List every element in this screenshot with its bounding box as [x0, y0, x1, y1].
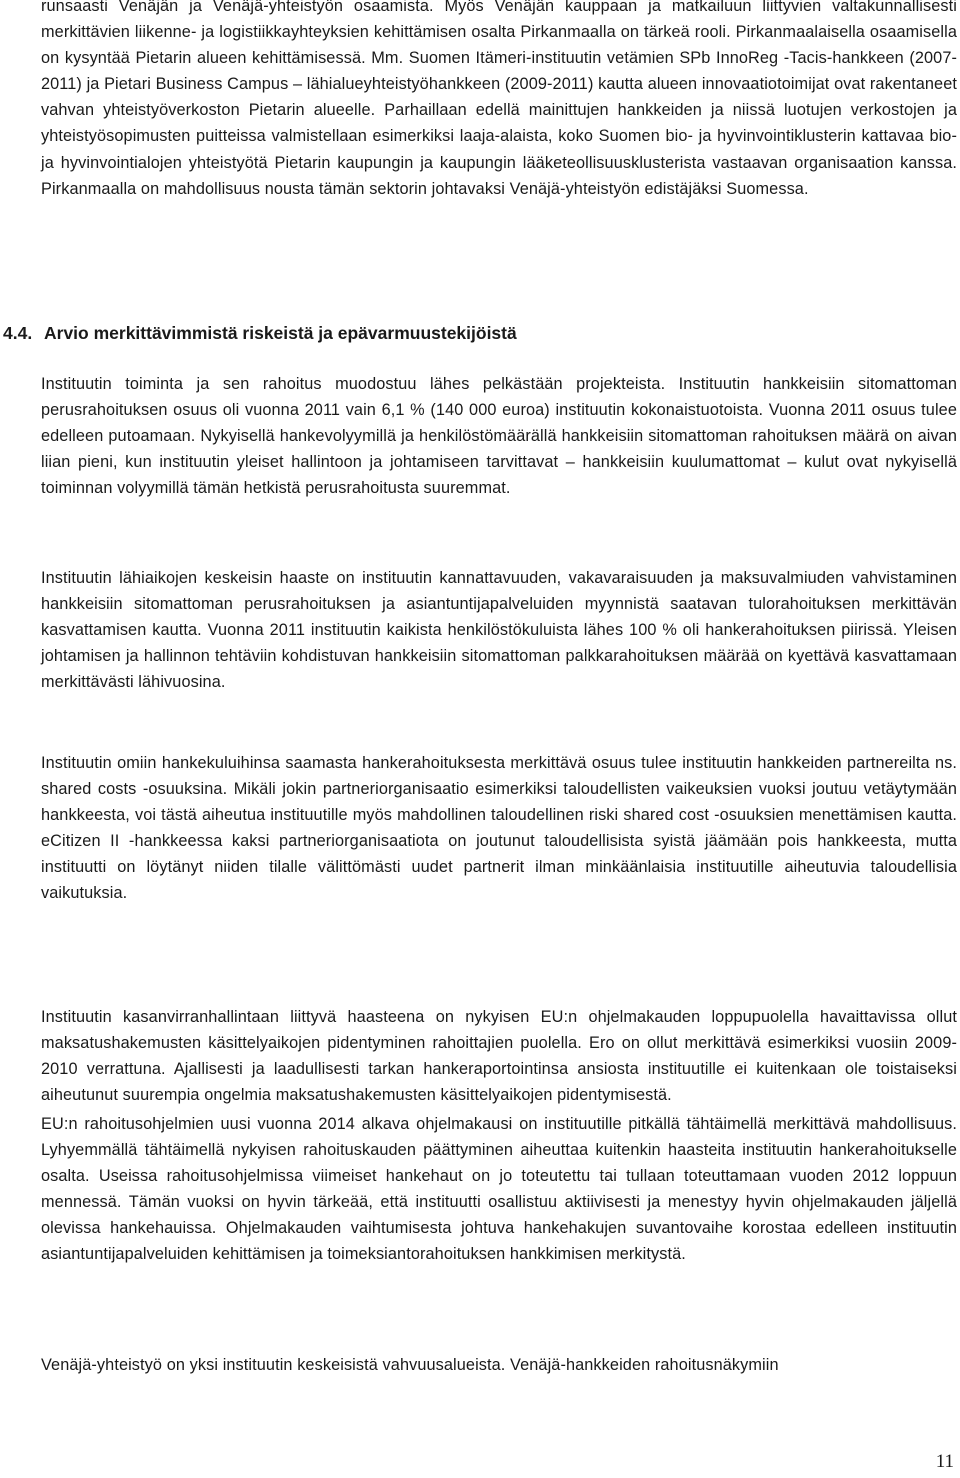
page-number: 11 [935, 1451, 954, 1472]
body-paragraph: runsaasti Venäjän ja Venäjä-yhteistyön osaamista. Myös Venäjän kauppaan ja matkailuun liittyvien valtakunnallisesti merkittävien liikenne- ja logistiikkayhteyksien kehittämisen osalta Pirkanmaalla on tärkeä rooli. Pirkanmaalaisella osaamisella on kysyntää Pietarin alueen kehittämisessä. Mm. Suomen Itämeri-instituutin vetämien SPb InnoReg -Tacis-hankkeen (2007-2011) ja Pietari Business Campus – lähialueyhteistyöhankkeen (2009-2011) kautta alueen innovaatiotoimijat ovat rakentaneet vahvan yhteistyöverkoston Pietarin alueelle. Parhaillaan edellä mainittujen hankkeiden ja niissä luotujen verkostojen ja yhteistyösopimusten puitteissa valmistellaan esimerkiksi laaja-alaista, koko Suomen bio- ja hyvinvointiklusterin kattavaa bio- ja hyvinvointialojen yhteistyötä Pietarin kaupungin ja kaupungin lääketeollisuusklusterista vastaavan organisaation kanssa. Pirkanmaalla on mahdollisuus nousta tämän sektorin johtavaksi Venäjä-yhteistyön edistäjäksi Suomessa. [41, 0, 957, 198]
section-title: Arvio merkittävimmistä riskeistä ja epävarmuustekijöistä [44, 323, 517, 343]
body-paragraph: Venäjä-yhteistyö on yksi instituutin keskeisistä vahvuusalueista. Venäjä-hankkeiden rahoitusnäkymiin [41, 1356, 779, 1374]
body-paragraph: Instituutin lähiaikojen keskeisin haaste on instituutin kannattavuuden, vakavaraisuuden ja maksuvalmiuden vahvistaminen hankkeisiin sitomattoman perusrahoituksen ja asiantuntijapalveluiden myynnistä saatavan tulorahoituksen merkittävän kasvattamisen kautta. Vuonna 2011 instituutin kaikista henkilöstökuluista lähes 100 % oli hankerahoituksen piirissä. Yleisen johtamisen ja hallinnon tehtäviin kohdistuvan hankkeisiin sitomattoman palkkarahoituksen määrää on kyettävä kasvattamaan merkittävästi lähivuosina. [41, 569, 957, 692]
body-paragraph: Instituutin toiminta ja sen rahoitus muodostuu lähes pelkästään projekteista. Instituutin hankkeisiin sitomattoman perusrahoituksen osuus oli vuonna 2011 vain 6,1 % (140 000 euroa) instituutin kokonaistuotoista. Vuonna 2011 osuus tulee edelleen putoamaan. Nykyisellä hankevolyymillä ja henkilöstömäärällä hankkeisiin sitomattoman rahoituksen määrä on aivan liian pieni, kun instituutin yleiset hallintoon ja johtamiseen tarvittavat – hankkeisiin kuulumattomat – kulut ovat nykyisellä toiminnan volyymillä tämän hetkistä perusrahoitusta suuremmat. [41, 375, 957, 498]
body-paragraph: EU:n rahoitusohjelmien uusi vuonna 2014 alkava ohjelmakausi on instituutille pitkällä tähtäimellä merkittävä mahdollisuus. Lyhyemmällä tähtäimellä nykyisen rahoituskauden päättyminen aiheuttaa kuitenkin haasteita instituutin hankerahoitukselle osalta. Useissa rahoitusohjelmissa viimeiset hankehaut on jo toteutettu tai tullaan toteuttamaan vuoden 2012 loppuun mennessä. Tämän vuoksi on hyvin tärkeää, että instituutti osallistuu aktiivisesti ja menestyy hyvin ohjelmakauden jäljellä olevissa hankehauissa. Ohjelmakauden vaihtumisesta johtuva hankehakujen suvantovaihe korostaa edelleen instituutin asiantuntijapalveluiden kehittämisen ja toimeksiantorahoituksen hankkimisen merkitystä. [41, 1115, 957, 1264]
body-paragraph: Instituutin kasanvirranhallintaan liittyvä haasteena on nykyisen EU:n ohjelmakauden loppupuolella havaittavissa ollut maksatushakemusten käsittelyaikojen pidentyminen rahoittajien puolella. Ero on ollut merkittävä esimerkiksi vuosiin 2009-2010 verrattuna. Ajallisesti ja laadullisesti tarkan hankeraportointinsa ansiosta instituutille ei kuitenkaan ole toistaiseksi aiheutunut suurempia ongelmia maksatushakemusten käsittelyaikojen pidentymisestä. [41, 1008, 957, 1105]
section-number: 4.4. [3, 323, 33, 343]
body-paragraph: Instituutin omiin hankekuluihinsa saamasta hankerahoituksesta merkittävä osuus tulee instituutin hankkeiden partnereilta ns. shared costs -osuuksina. Mikäli jokin partneriorganisaatio esimerkiksi taloudellisten vaikeuksien vuoksi joutuu vetäytymään hankkeesta, voi tästä aiheutua instituutille myös mahdollinen taloudellinen riski shared cost -osuuksien menettämisen kautta. eCitizen II -hankkeessa kaksi partneriorganisaatiota on joutunut taloudellisista syistä jäämään pois hankkeesta, mutta instituutti on löytänyt niiden tilalle välittömästi uudet partnerit ilman minkäänlaisia instituutille aiheutuvia taloudellisia vaikutuksia. [41, 754, 957, 903]
